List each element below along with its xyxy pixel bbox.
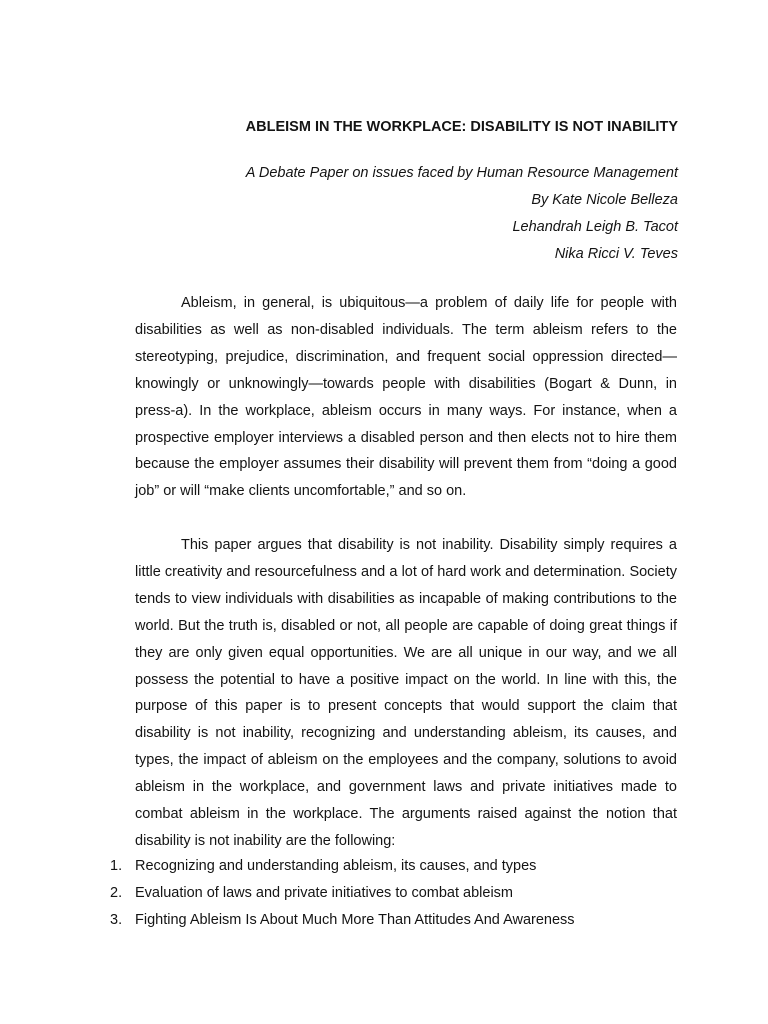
byline	[246, 160, 678, 268]
document-subtitle: A Debate Paper on issues faced by Human Resource Management	[245, 165, 678, 181]
list-item-text: Recognizing and understanding ableism, its causes, and types	[135, 858, 537, 874]
list-item-number: 3.	[110, 911, 123, 928]
list-item-text: Fighting Ableism Is About Much More Than Attitudes And Awareness	[135, 911, 575, 928]
list-item-number: 2.	[110, 884, 123, 901]
body-paragraph: Ableism, in general, is ubiquitous—a problem of daily life for people with disabilities as well as non-disabled individuals. The term ableism refers to the stereotyping, prejudice, discrimination, and frequent social oppression directed—knowingly or unknowingly—towards people with disabilities (Bogart & Dunn, in press-a). In the workplace, ableism occurs in many ways. For instance, when a prospective employer interviews a disabled person and then elects not to hire them because the employer assumes their disability will prevent them from “doing a good job” or will “make clients uncomfortable,” and so on.	[135, 295, 677, 500]
author-line: Lehandrah Leigh B. Tacot	[512, 219, 678, 235]
author-line: Nika Ricci V. Teves	[554, 246, 678, 262]
argument-list	[110, 853, 575, 934]
list-item	[110, 853, 575, 880]
document-title: ABLEISM IN THE WORKPLACE: DISABILITY IS NOT INABILITY	[245, 119, 678, 135]
list-item	[110, 880, 575, 907]
list-item	[110, 907, 575, 934]
list-item-number: 1.	[110, 858, 123, 874]
list-item-text: Evaluation of laws and private initiatives to combat ableism	[135, 884, 513, 901]
author-line: By Kate Nicole Belleza	[531, 192, 678, 208]
body-paragraph: This paper argues that disability is not inability. Disability simply requires a little creativity and resourcefulness and a lot of hard work and determination. Society tends to view individuals with disabilities as incapable of making contributions to the world. But the truth is, disabled or not, all people are capable of doing great things if they are only given equal opportunities. We are all unique in our way, and we all possess the potential to have a positive impact on the world. In line with this, the purpose of this paper is to present concepts that would support the claim that disability is not inability, recognizing and understanding ableism, its causes, and types, the impact of ableism on the employees and the company, solutions to avoid ableism in the workplace, and government laws and private initiatives made to combat ableism in the workplace. The arguments raised against the notion that disability is not inability are the following:	[135, 537, 677, 849]
